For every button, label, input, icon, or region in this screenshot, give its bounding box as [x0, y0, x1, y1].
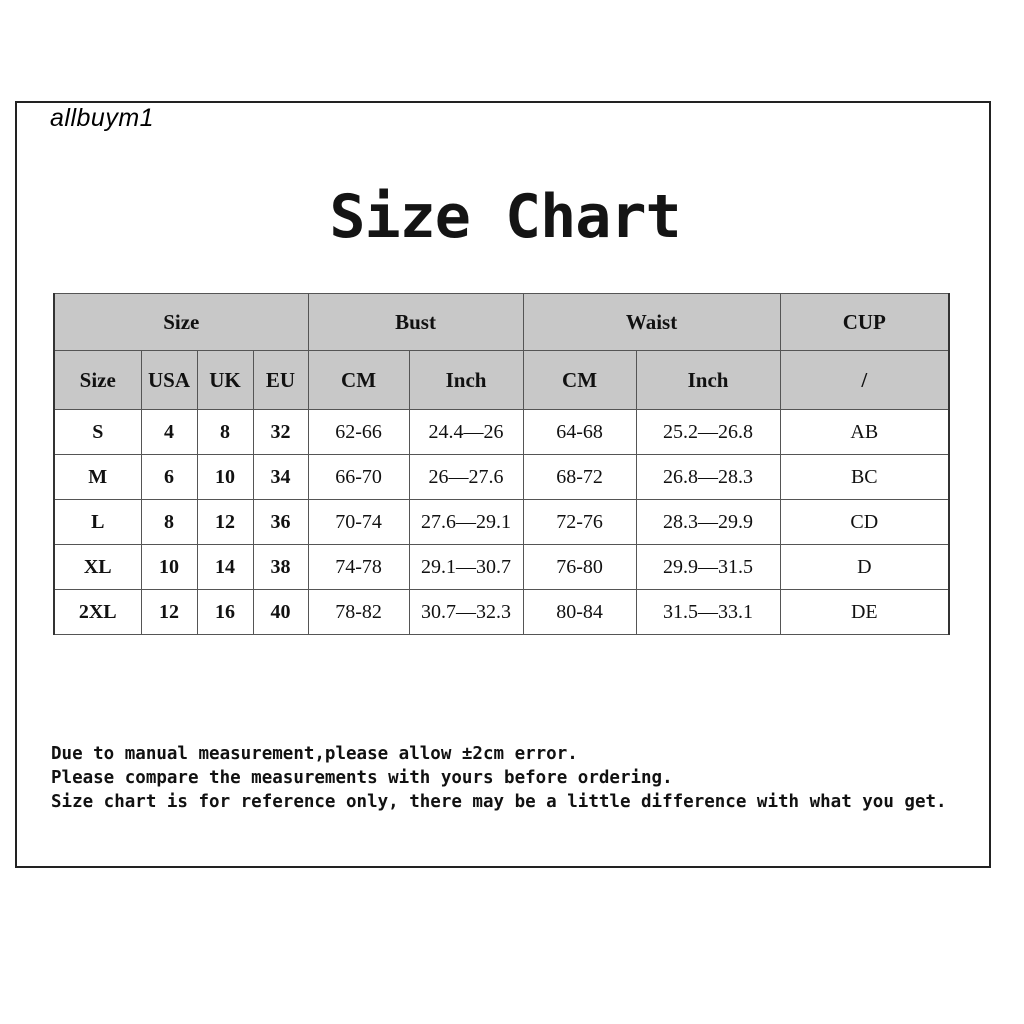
table-cell: 12 [197, 500, 253, 545]
table-cell: 8 [197, 410, 253, 455]
table-cell: L [54, 500, 141, 545]
table-cell: 32 [253, 410, 308, 455]
table-cell: 70-74 [308, 500, 409, 545]
group-header-size: Size [54, 294, 308, 351]
sub-header: UK [197, 351, 253, 410]
table-row [54, 590, 949, 635]
table-cell: 16 [197, 590, 253, 635]
table-row [54, 500, 949, 545]
sub-header-row [54, 351, 949, 410]
group-header-cup: CUP [780, 294, 949, 351]
group-header-row [54, 294, 949, 351]
table-cell: 64-68 [523, 410, 636, 455]
group-header-bust: Bust [308, 294, 523, 351]
table-cell: 74-78 [308, 545, 409, 590]
group-header-waist: Waist [523, 294, 780, 351]
sub-header: Inch [409, 351, 523, 410]
table-cell: 29.1—30.7 [409, 545, 523, 590]
sub-header: Size [54, 351, 141, 410]
table-cell: 24.4—26 [409, 410, 523, 455]
table-cell: 25.2—26.8 [636, 410, 780, 455]
table-cell: 38 [253, 545, 308, 590]
table-cell: CD [780, 500, 949, 545]
table-cell: 68-72 [523, 455, 636, 500]
table-row [54, 455, 949, 500]
sub-header: USA [141, 351, 197, 410]
table-cell: 62-66 [308, 410, 409, 455]
table-cell: 27.6—29.1 [409, 500, 523, 545]
table-cell: 36 [253, 500, 308, 545]
table-cell: AB [780, 410, 949, 455]
table-cell: 78-82 [308, 590, 409, 635]
watermark: allbuym1 [50, 104, 155, 132]
table-row [54, 545, 949, 590]
table-cell: 66-70 [308, 455, 409, 500]
table-cell: 10 [197, 455, 253, 500]
table-cell: 29.9—31.5 [636, 545, 780, 590]
table-cell: 12 [141, 590, 197, 635]
size-table [53, 293, 950, 635]
table-cell: D [780, 545, 949, 590]
table-cell: 31.5—33.1 [636, 590, 780, 635]
table-cell: 30.7—32.3 [409, 590, 523, 635]
table-cell: BC [780, 455, 949, 500]
table-cell: 26.8—28.3 [636, 455, 780, 500]
table-cell: 6 [141, 455, 197, 500]
note-line: Please compare the measurements with yours before ordering. [51, 768, 673, 788]
sub-header: CM [523, 351, 636, 410]
sub-header: CM [308, 351, 409, 410]
table-cell: 4 [141, 410, 197, 455]
sub-header: / [780, 351, 949, 410]
table-cell: M [54, 455, 141, 500]
table-cell: 76-80 [523, 545, 636, 590]
table-cell: 34 [253, 455, 308, 500]
table-row [54, 410, 949, 455]
table-cell: 8 [141, 500, 197, 545]
table-cell: XL [54, 545, 141, 590]
note-line: Due to manual measurement,please allow ±2cm error. [51, 744, 578, 764]
table-cell: 28.3—29.9 [636, 500, 780, 545]
table-cell: 40 [253, 590, 308, 635]
sub-header: Inch [636, 351, 780, 410]
table-cell: 72-76 [523, 500, 636, 545]
table-cell: DE [780, 590, 949, 635]
notes-block [51, 742, 947, 814]
page-title: Size Chart [329, 182, 681, 252]
sub-header: EU [253, 351, 308, 410]
table-cell: 26—27.6 [409, 455, 523, 500]
note-line: Size chart is for reference only, there may be a little difference with what you get. [51, 792, 947, 812]
table-cell: 14 [197, 545, 253, 590]
table-cell: 80-84 [523, 590, 636, 635]
table-cell: S [54, 410, 141, 455]
table-cell: 10 [141, 545, 197, 590]
table-cell: 2XL [54, 590, 141, 635]
